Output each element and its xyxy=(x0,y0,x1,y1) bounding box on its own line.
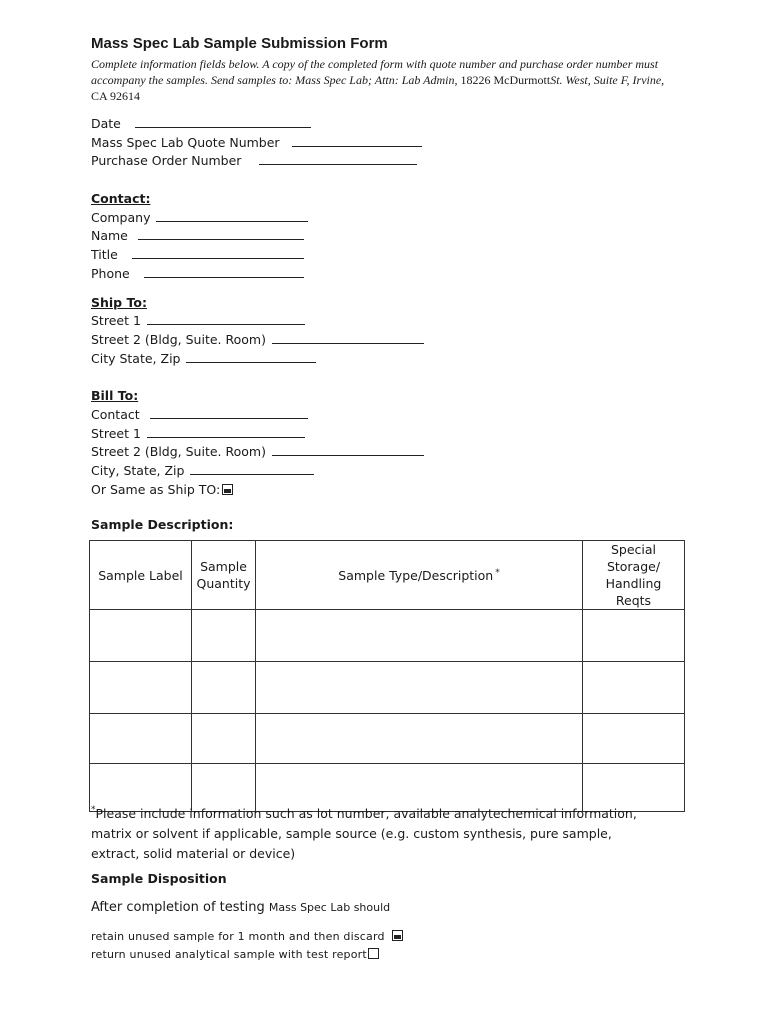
quote-label: Mass Spec Lab Quote Number xyxy=(91,134,280,150)
bill-street2-label: Street 2 (Bldg, Suite. Room) xyxy=(91,444,266,460)
po-row xyxy=(91,152,691,171)
cell-type[interactable] xyxy=(256,610,583,662)
cell-type[interactable] xyxy=(256,662,583,714)
disposition-heading: Sample Disposition xyxy=(91,871,227,886)
phone-label: Phone xyxy=(91,265,130,281)
ship-street1-field[interactable] xyxy=(147,323,305,325)
option-retain-checkbox[interactable] xyxy=(392,930,403,941)
instructions-text: Complete information fields below. A copy of the completed form with quote number and purchase order number must accompany the samples. Send samples to: Mass Spec Lab; Attn: Lab Admin, xyxy=(91,57,659,87)
footnote-text: Please include information such as lot number, available analytechemical information, matrix or solvent if applicable, sample source (e.g. custom synthesis, pure sample, extract, solid material or device) xyxy=(91,806,637,861)
option-retain-row xyxy=(91,930,403,943)
option-return-row xyxy=(91,948,379,961)
cell-label[interactable] xyxy=(90,714,192,764)
title-row xyxy=(91,246,691,265)
form-body xyxy=(91,34,691,535)
name-field[interactable] xyxy=(138,238,304,240)
bill-city-field[interactable] xyxy=(190,473,314,475)
after-suffix: Mass Spec Lab should xyxy=(268,901,391,914)
quote-row xyxy=(91,134,691,153)
title-label: Title xyxy=(91,247,118,263)
form-title: Mass Spec Lab Sample Submission Form xyxy=(91,35,388,52)
cell-label[interactable] xyxy=(90,662,192,714)
option-retain-label: retain unused sample for 1 month and then discard xyxy=(91,930,385,943)
table-row xyxy=(90,714,685,764)
col-type-text: Sample Type/Description xyxy=(338,568,494,584)
col-special-handling xyxy=(583,541,685,610)
ship-city-row xyxy=(91,350,691,369)
bill-contact-field[interactable] xyxy=(150,417,308,419)
table-row xyxy=(90,662,685,714)
bill-contact-row xyxy=(91,406,691,425)
date-row xyxy=(91,115,691,134)
instructions-address: 18226 McDurmott xyxy=(460,73,551,87)
cell-quantity[interactable] xyxy=(192,610,256,662)
col-special-line1: Special xyxy=(610,542,657,557)
same-as-checkbox[interactable] xyxy=(222,484,233,495)
ship-city-field[interactable] xyxy=(186,361,316,363)
bill-city-label: City, State, Zip xyxy=(91,463,185,478)
cell-special[interactable] xyxy=(583,714,685,764)
company-row xyxy=(91,209,691,228)
title-field[interactable] xyxy=(132,257,304,259)
table-row xyxy=(90,610,685,662)
ship-street2-row xyxy=(91,331,691,350)
after-prefix: After completion of testing xyxy=(91,900,269,915)
cell-special[interactable] xyxy=(583,662,685,714)
col-special-line2: Storage/ xyxy=(606,559,661,574)
bill-city-row xyxy=(91,462,691,481)
col-quantity-line1: Sample xyxy=(200,559,247,574)
col-sample-quantity xyxy=(192,541,256,610)
cell-label[interactable] xyxy=(90,610,192,662)
bill-street1-row xyxy=(91,425,691,444)
po-label: Purchase Order Number xyxy=(91,153,242,169)
footnote-asterisk: * xyxy=(91,805,96,815)
col-sample-type xyxy=(256,541,583,610)
date-label: Date xyxy=(91,116,121,131)
sample-table xyxy=(89,540,685,812)
bill-street1-field[interactable] xyxy=(147,436,305,438)
cell-quantity[interactable] xyxy=(192,714,256,764)
col-type-asterisk: * xyxy=(495,568,500,579)
name-row xyxy=(91,227,691,246)
company-field[interactable] xyxy=(156,220,308,222)
bill-street1-label: Street 1 xyxy=(91,425,141,441)
contact-heading: Contact: xyxy=(91,191,151,207)
col-quantity-line2: Quantity xyxy=(196,576,251,591)
ship-street1-label: Street 1 xyxy=(91,313,141,329)
ship-street2-field[interactable] xyxy=(272,342,424,344)
phone-row xyxy=(91,265,691,284)
col-special-line3: Handling Reqts xyxy=(605,576,662,608)
ship-street2-label: Street 2 (Bldg, Suite. Room) xyxy=(91,331,266,347)
form-instructions xyxy=(91,56,676,104)
cell-special[interactable] xyxy=(583,610,685,662)
bill-street2-row xyxy=(91,443,691,462)
disposition-instruction xyxy=(91,900,390,915)
same-as-row xyxy=(91,481,691,500)
footnote xyxy=(91,800,651,864)
option-return-label: return unused analytical sample with test report xyxy=(91,948,367,961)
bill-contact-label: Contact xyxy=(91,406,140,422)
col-sample-label-text: Sample Label xyxy=(98,567,183,583)
sample-description-heading: Sample Description: xyxy=(91,517,234,533)
col-sample-label xyxy=(90,541,192,610)
instructions-suite: St. West, Suite F, Irvine, xyxy=(550,73,665,87)
company-label: Company xyxy=(91,209,151,225)
same-as-label: Or Same as Ship TO: xyxy=(91,481,221,497)
cell-quantity[interactable] xyxy=(192,662,256,714)
instructions-city: CA 92614 xyxy=(91,89,141,103)
table-header-row xyxy=(90,541,685,610)
bill-to-heading: Bill To: xyxy=(91,388,139,404)
po-field[interactable] xyxy=(259,163,417,165)
phone-field[interactable] xyxy=(144,276,304,278)
name-label: Name xyxy=(91,228,128,244)
quote-field[interactable] xyxy=(292,145,422,147)
option-return-checkbox[interactable] xyxy=(368,948,379,959)
bill-street2-field[interactable] xyxy=(272,454,424,456)
date-field[interactable] xyxy=(135,126,311,128)
ship-street1-row xyxy=(91,312,691,331)
cell-type[interactable] xyxy=(256,714,583,764)
ship-to-heading: Ship To: xyxy=(91,294,147,310)
ship-city-label: City State, Zip xyxy=(91,350,181,366)
